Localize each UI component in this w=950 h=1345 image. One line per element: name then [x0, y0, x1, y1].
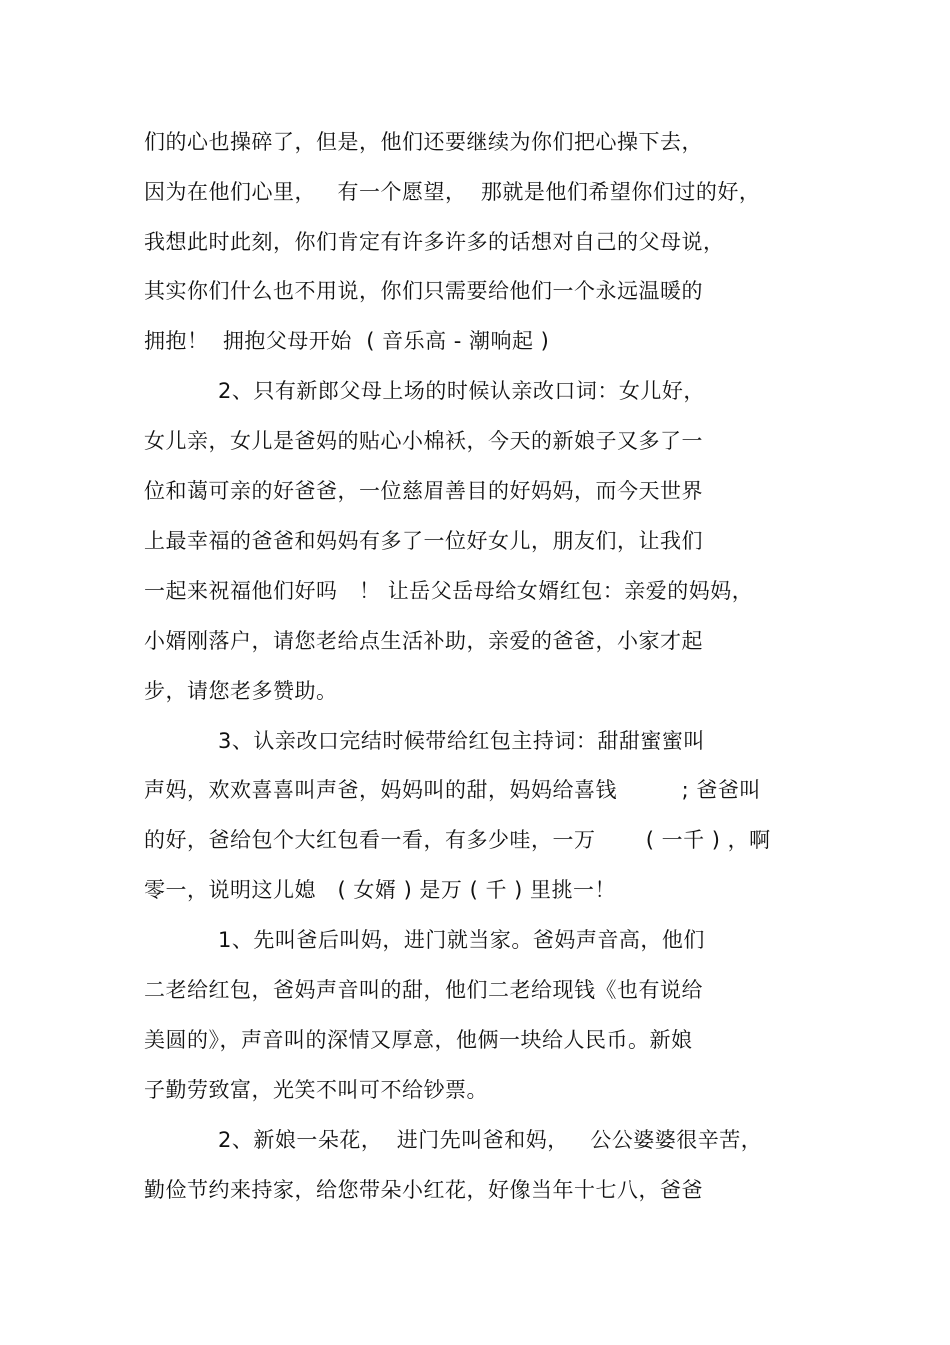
- paragraph-start-line: 3、认亲改口完结时候带给红包主持词：甜甜蜜蜜叫: [218, 729, 705, 753]
- paragraph-start-line: 2、只有新郎父母上场的时候认亲改口词：女儿好，: [218, 379, 705, 403]
- text-line: 因为在他们心里， 有一个愿望， 那就是他们希望你们过的好，: [144, 180, 761, 204]
- text-line: 女儿亲，女儿是爸妈的贴心小棉袄，今天的新娘子又多了一: [144, 429, 703, 453]
- text-line: 位和蔼可亲的好爸爸，一位慈眉善目的好妈妈，而今天世界: [144, 479, 703, 503]
- text-line: 的好，爸给包个大红包看一看，有多少哇，一万 ( 一千 ) ，啊: [144, 828, 771, 852]
- text-line: 二老给红包，爸妈声音叫的甜，他们二老给现钱《也有说给: [144, 978, 703, 1002]
- text-line: 小婿刚落户，请您老给点生活补助，亲爱的爸爸，小家才起: [144, 629, 703, 653]
- text-line: 子勤劳致富，光笑不叫可不给钞票。: [144, 1078, 488, 1102]
- text-line: 上最幸福的爸爸和妈妈有多了一位好女儿，朋友们，让我们: [144, 529, 703, 553]
- text-line: 拥抱！ 拥抱父母开始 ( 音乐高 - 潮响起 ): [144, 329, 550, 353]
- paragraph-start-line: 1、先叫爸后叫妈，进门就当家。爸妈声音高，他们: [218, 928, 705, 952]
- text-line: 其实你们什么也不用说，你们只需要给他们一个永远温暖的: [144, 279, 703, 303]
- text-line: 步，请您老多赞助。: [144, 679, 338, 703]
- text-line: 们的心也操碎了，但是，他们还要继续为你们把心操下去，: [144, 130, 703, 154]
- text-line: 一起来祝福他们好吗 ！ 让岳父岳母给女婿红包：亲爱的妈妈，: [144, 579, 754, 603]
- paragraph-start-line: 2、新娘一朵花， 进门先叫爸和妈， 公公婆婆很辛苦，: [218, 1128, 763, 1152]
- text-line: 声妈，欢欢喜喜叫声爸，妈妈叫的甜，妈妈给喜钱 ; 爸爸叫: [144, 778, 761, 802]
- text-line: 我想此时此刻，你们肯定有许多许多的话想对自己的父母说，: [144, 230, 725, 254]
- text-line: 勤俭节约来持家，给您带朵小红花，好像当年十七八，爸爸: [144, 1178, 703, 1202]
- text-line: 美圆的》，声音叫的深情又厚意，他俩一块给人民币。新娘: [144, 1028, 693, 1052]
- text-line: 零一，说明这儿媳 ( 女婿 ) 是万 ( 千 ) 里挑一！: [144, 878, 617, 902]
